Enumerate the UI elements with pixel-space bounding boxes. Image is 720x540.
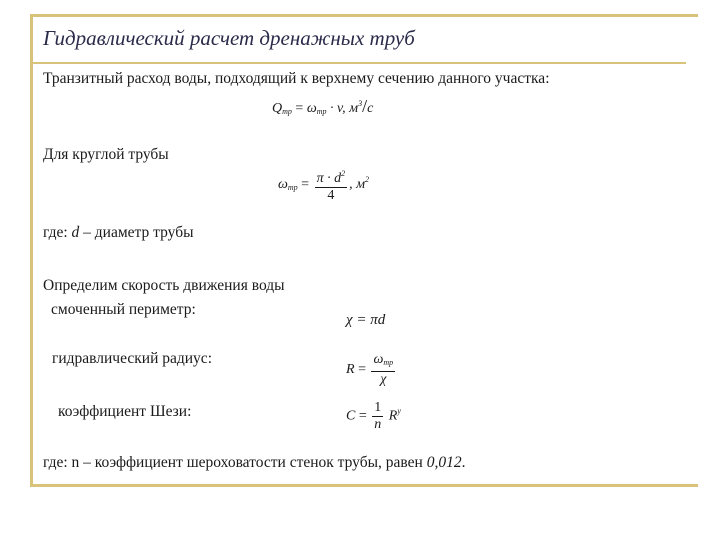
title-rule [33, 62, 686, 64]
slide-title: Гидравлический расчет дренажных труб [43, 26, 415, 50]
f2-fraction [315, 166, 348, 204]
f5-rhs: R [385, 408, 398, 424]
f5-eq: = [355, 408, 371, 424]
f5-den: n [374, 417, 382, 432]
f4-fraction [371, 352, 395, 388]
where-n-text [43, 454, 465, 472]
f4-lhs: R [346, 362, 355, 378]
where-d-symbol: d [71, 224, 80, 241]
f1-lhs-sub: тр [282, 107, 292, 116]
f2-lhs-sub: тр [287, 183, 298, 193]
where-d-text [43, 224, 194, 242]
f4-num: ω [373, 352, 384, 367]
where-d-prefix: где: [43, 224, 72, 241]
f1-rest: · v, [326, 101, 350, 116]
f2-unit-sup: 2 [365, 175, 370, 185]
formula-area [278, 166, 369, 204]
where-n-value: 0,012 [426, 454, 462, 471]
formula-hydraulic-radius [346, 352, 397, 388]
formula-flow-rate: $Q_{тр} = \omega_{тр} \cdot v$, $м^3/с$ [272, 96, 374, 116]
f1-lhs: Q [272, 101, 283, 116]
hydraulic-radius-label: гидравлический радиус: [52, 350, 212, 367]
frame-left-rule [30, 14, 33, 486]
where-d-rest: – диаметр трубы [79, 224, 194, 241]
f5-num: 1 [374, 400, 382, 415]
f4-num-sub: тр [383, 358, 394, 367]
frame-top-rule [30, 14, 698, 17]
where-n-prefix: где: n – коэффициент шероховатости стенок трубы, равен [43, 454, 427, 471]
formula-chezy [346, 400, 401, 433]
f1-unit-den: с [367, 101, 374, 116]
f2-unit: , м [349, 177, 366, 193]
transit-text: Транзитный расход воды, подходящий к верхнему сечению данного участка: [43, 70, 550, 87]
wetted-perimeter-label: смоченный периметр: [51, 301, 196, 318]
f1-omega-sub: тр [316, 107, 327, 116]
f5-fraction [372, 400, 383, 433]
f1-omega: ω [306, 101, 317, 116]
frame-bottom-rule [30, 484, 698, 487]
f5-lhs: C [346, 408, 356, 424]
f2-eq: = [297, 177, 313, 193]
f4-eq: = [354, 362, 370, 378]
f1-unit-num: м [349, 101, 359, 116]
velocity-text: Определим скорость движения воды [43, 277, 285, 294]
where-n-suffix: . [461, 454, 466, 471]
f2-num: π · d [316, 171, 342, 186]
f2-den: 4 [327, 188, 335, 203]
f5-rhs-sup: y [397, 406, 401, 416]
f4-den: χ [380, 372, 387, 387]
f1-unit-sup: 3 [358, 99, 363, 108]
formula-wetted-perimeter: χ = πd [346, 312, 386, 328]
chezy-label: коэффициент Шези: [58, 403, 192, 420]
f2-num-sup: 2 [341, 169, 346, 178]
round-pipe-text: Для круглой трубы [43, 146, 169, 163]
f2-lhs: ω [278, 177, 288, 193]
f1-eq: = [291, 101, 307, 116]
